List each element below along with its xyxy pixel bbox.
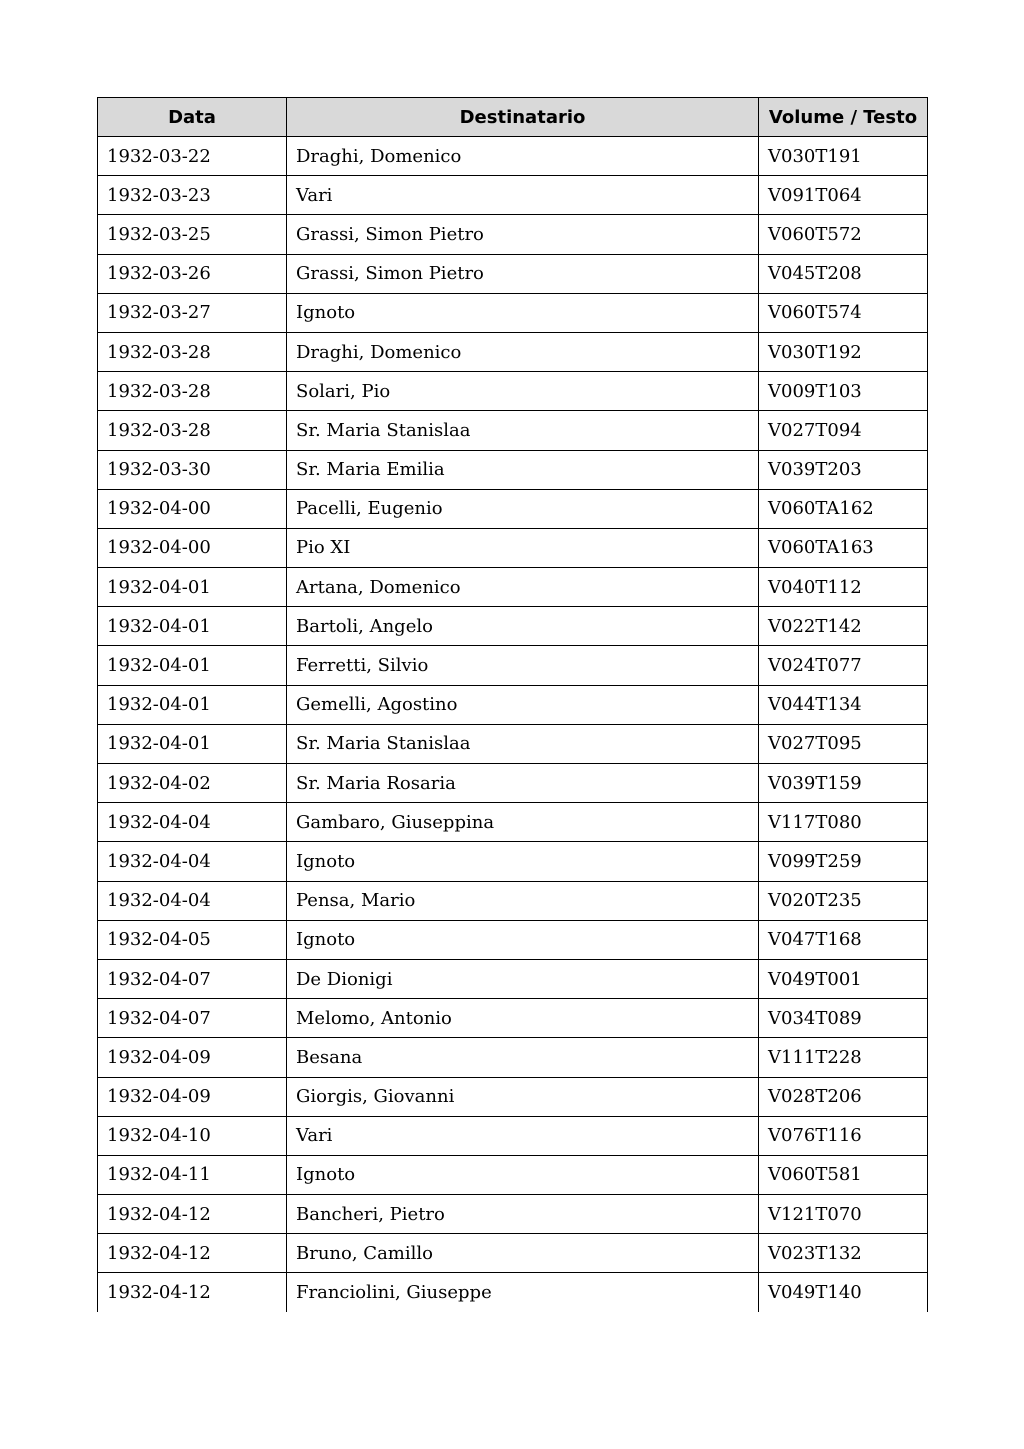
cell-recipient: Ignoto (287, 1155, 759, 1194)
cell-volume: V039T159 (759, 764, 928, 803)
table-row (98, 764, 928, 803)
header-date: Data (98, 98, 287, 137)
cell-recipient: Pio XI (287, 528, 759, 567)
cell-date: 1932-04-04 (98, 881, 287, 920)
cell-volume: V022T142 (759, 607, 928, 646)
cell-volume: V060T572 (759, 215, 928, 254)
cell-date: 1932-04-00 (98, 528, 287, 567)
cell-date: 1932-04-09 (98, 1077, 287, 1116)
cell-volume: V024T077 (759, 646, 928, 685)
table-row (98, 959, 928, 998)
cell-volume: V099T259 (759, 842, 928, 881)
table-row (98, 568, 928, 607)
cell-volume: V027T095 (759, 724, 928, 763)
cell-recipient: De Dionigi (287, 959, 759, 998)
cell-recipient: Vari (287, 1116, 759, 1155)
cell-volume: V027T094 (759, 411, 928, 450)
cell-date: 1932-03-30 (98, 450, 287, 489)
cell-recipient: Sr. Maria Emilia (287, 450, 759, 489)
table-row (98, 1038, 928, 1077)
table-row (98, 254, 928, 293)
cell-date: 1932-04-10 (98, 1116, 287, 1155)
table-row (98, 724, 928, 763)
table-row (98, 411, 928, 450)
letters-table (97, 97, 928, 1312)
cell-volume: V049T001 (759, 959, 928, 998)
table-row (98, 1077, 928, 1116)
cell-date: 1932-04-11 (98, 1155, 287, 1194)
cell-recipient: Bancheri, Pietro (287, 1195, 759, 1234)
cell-volume: V045T208 (759, 254, 928, 293)
table-header (98, 98, 928, 137)
cell-date: 1932-04-04 (98, 842, 287, 881)
cell-date: 1932-03-22 (98, 137, 287, 176)
table-row (98, 176, 928, 215)
cell-volume: V030T191 (759, 137, 928, 176)
cell-recipient: Grassi, Simon Pietro (287, 254, 759, 293)
cell-recipient: Franciolini, Giuseppe (287, 1273, 759, 1312)
cell-recipient: Artana, Domenico (287, 568, 759, 607)
cell-volume: V030T192 (759, 332, 928, 371)
table-row (98, 803, 928, 842)
cell-recipient: Gambaro, Giuseppina (287, 803, 759, 842)
cell-date: 1932-04-07 (98, 999, 287, 1038)
cell-recipient: Giorgis, Giovanni (287, 1077, 759, 1116)
cell-volume: V039T203 (759, 450, 928, 489)
cell-date: 1932-03-28 (98, 411, 287, 450)
cell-volume: V060T574 (759, 293, 928, 332)
cell-volume: V060TA163 (759, 528, 928, 567)
cell-recipient: Draghi, Domenico (287, 137, 759, 176)
cell-recipient: Sr. Maria Stanislaa (287, 724, 759, 763)
table-row (98, 372, 928, 411)
table-row (98, 607, 928, 646)
table-row (98, 881, 928, 920)
cell-recipient: Pensa, Mario (287, 881, 759, 920)
table-row (98, 999, 928, 1038)
table-row (98, 293, 928, 332)
cell-volume: V117T080 (759, 803, 928, 842)
cell-date: 1932-04-01 (98, 685, 287, 724)
cell-recipient: Ferretti, Silvio (287, 646, 759, 685)
cell-recipient: Bartoli, Angelo (287, 607, 759, 646)
cell-recipient: Pacelli, Eugenio (287, 489, 759, 528)
cell-date: 1932-04-12 (98, 1273, 287, 1312)
cell-date: 1932-03-28 (98, 372, 287, 411)
cell-date: 1932-04-07 (98, 959, 287, 998)
table-row (98, 450, 928, 489)
cell-date: 1932-03-28 (98, 332, 287, 371)
cell-date: 1932-04-09 (98, 1038, 287, 1077)
header-recipient: Destinatario (287, 98, 759, 137)
cell-volume: V044T134 (759, 685, 928, 724)
cell-recipient: Solari, Pio (287, 372, 759, 411)
table-row (98, 1116, 928, 1155)
cell-date: 1932-04-01 (98, 646, 287, 685)
cell-recipient: Sr. Maria Stanislaa (287, 411, 759, 450)
table-row (98, 685, 928, 724)
cell-date: 1932-04-02 (98, 764, 287, 803)
cell-volume: V034T089 (759, 999, 928, 1038)
cell-volume: V049T140 (759, 1273, 928, 1312)
cell-date: 1932-04-01 (98, 568, 287, 607)
cell-volume: V028T206 (759, 1077, 928, 1116)
cell-volume: V060TA162 (759, 489, 928, 528)
cell-volume: V009T103 (759, 372, 928, 411)
cell-volume: V060T581 (759, 1155, 928, 1194)
table-row (98, 1273, 928, 1312)
cell-recipient: Sr. Maria Rosaria (287, 764, 759, 803)
table-row (98, 489, 928, 528)
cell-recipient: Grassi, Simon Pietro (287, 215, 759, 254)
cell-volume: V121T070 (759, 1195, 928, 1234)
cell-date: 1932-04-01 (98, 607, 287, 646)
table-row (98, 920, 928, 959)
cell-date: 1932-04-00 (98, 489, 287, 528)
table-row (98, 1155, 928, 1194)
table-row (98, 528, 928, 567)
table-row (98, 137, 928, 176)
cell-recipient: Ignoto (287, 842, 759, 881)
header-row (98, 98, 928, 137)
cell-recipient: Ignoto (287, 293, 759, 332)
table-body (98, 137, 928, 1313)
cell-date: 1932-03-26 (98, 254, 287, 293)
cell-volume: V020T235 (759, 881, 928, 920)
table-row (98, 215, 928, 254)
cell-recipient: Melomo, Antonio (287, 999, 759, 1038)
cell-date: 1932-04-05 (98, 920, 287, 959)
cell-recipient: Besana (287, 1038, 759, 1077)
cell-date: 1932-04-01 (98, 724, 287, 763)
table-row (98, 842, 928, 881)
table-row (98, 1234, 928, 1273)
cell-volume: V076T116 (759, 1116, 928, 1155)
cell-volume: V040T112 (759, 568, 928, 607)
header-volume: Volume / Testo (759, 98, 928, 137)
cell-recipient: Bruno, Camillo (287, 1234, 759, 1273)
cell-recipient: Vari (287, 176, 759, 215)
cell-recipient: Draghi, Domenico (287, 332, 759, 371)
cell-recipient: Gemelli, Agostino (287, 685, 759, 724)
cell-volume: V023T132 (759, 1234, 928, 1273)
table-row (98, 1195, 928, 1234)
cell-volume: V047T168 (759, 920, 928, 959)
cell-date: 1932-03-25 (98, 215, 287, 254)
cell-date: 1932-03-27 (98, 293, 287, 332)
table-row (98, 646, 928, 685)
cell-date: 1932-04-04 (98, 803, 287, 842)
cell-date: 1932-03-23 (98, 176, 287, 215)
table-row (98, 332, 928, 371)
cell-volume: V111T228 (759, 1038, 928, 1077)
cell-recipient: Ignoto (287, 920, 759, 959)
cell-date: 1932-04-12 (98, 1234, 287, 1273)
cell-date: 1932-04-12 (98, 1195, 287, 1234)
cell-volume: V091T064 (759, 176, 928, 215)
